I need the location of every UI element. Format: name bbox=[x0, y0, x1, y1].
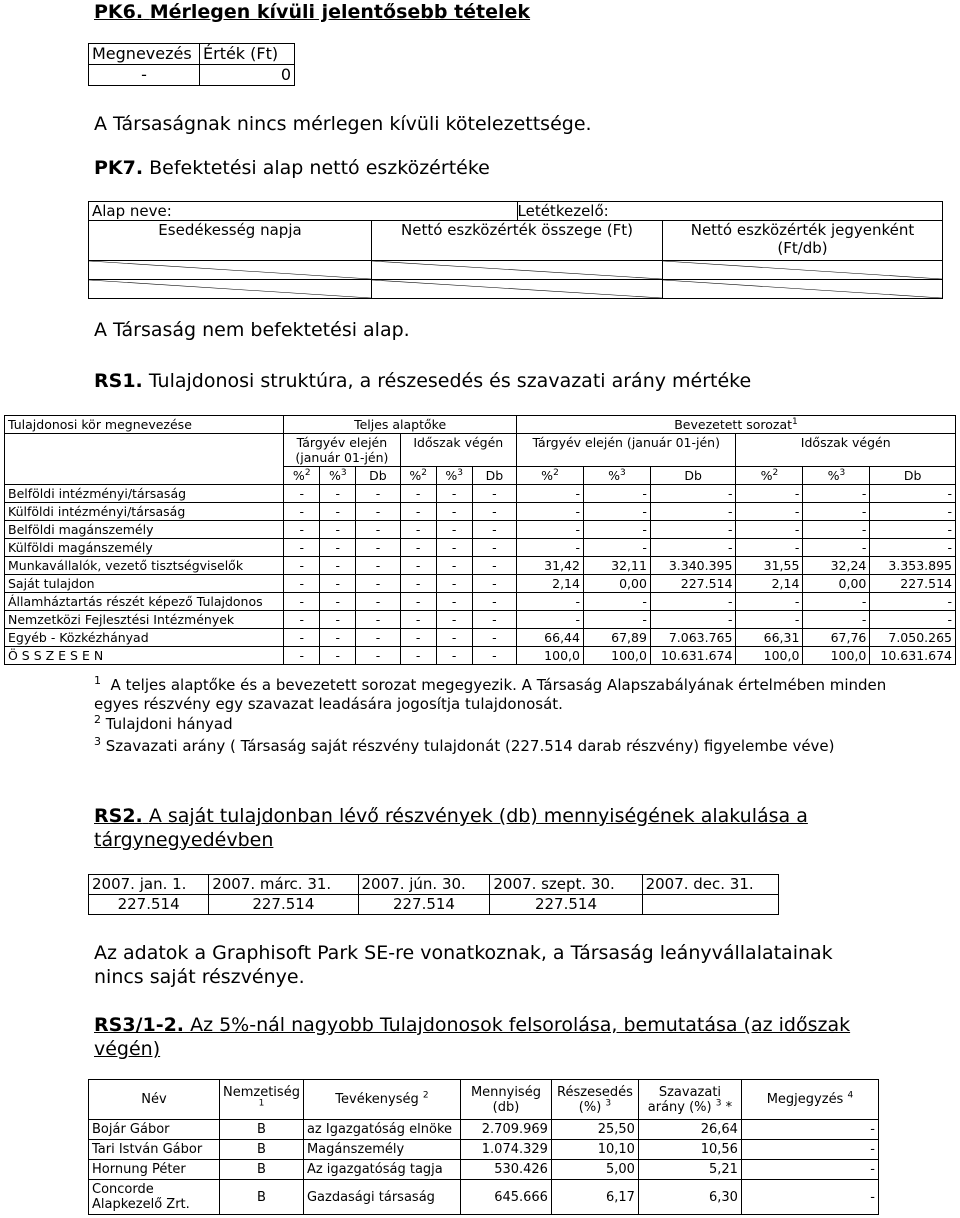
table-row bbox=[5, 503, 956, 521]
rs1-cell: - bbox=[472, 647, 516, 665]
rs1-cell: - bbox=[400, 575, 436, 593]
rs1-cell: - bbox=[436, 629, 472, 647]
rs1-subheader-pct3: %$^3$ bbox=[436, 467, 472, 485]
rs1-cell: - bbox=[284, 485, 320, 503]
rs1-header-blank bbox=[5, 434, 284, 485]
rs3-cell-nemz: B bbox=[220, 1140, 304, 1160]
rs1-heading bbox=[94, 369, 751, 393]
rs2-note: Az adatok a Graphisoft Park SE-re vonatkoznak, a Társaság leányvállalatainak nincs saját részvénye. bbox=[94, 942, 833, 988]
rs2-header-date: 2007. jan. 1. bbox=[89, 875, 209, 895]
rs1-cell: 100,0 bbox=[583, 647, 650, 665]
rs3-cell-nemz: B bbox=[220, 1180, 304, 1215]
table-row bbox=[5, 575, 956, 593]
rs1-header-teljes-idoszak: Időszak végén bbox=[400, 434, 516, 467]
rs1-cell: - bbox=[436, 647, 472, 665]
rs1-cell: 0,00 bbox=[803, 575, 870, 593]
pk7-letetkezelo: Letétkezelő: bbox=[517, 202, 943, 221]
rs1-footnotes bbox=[94, 676, 894, 756]
rs1-cell: - bbox=[400, 611, 436, 629]
rs1-subheader-db: Db bbox=[870, 467, 956, 485]
rs1-header-bevezetett: Bevezetett sorozat$^1$ bbox=[517, 416, 956, 434]
pk7-empty-cell bbox=[89, 261, 372, 280]
rs1-cell: - bbox=[870, 593, 956, 611]
rs1-cell: - bbox=[870, 521, 956, 539]
rs1-cell: - bbox=[650, 539, 736, 557]
pk7-alap-neve: Alap neve: bbox=[89, 202, 518, 221]
rs1-subheader-pct2: %$^2$ bbox=[284, 467, 320, 485]
rs1-cell: - bbox=[284, 629, 320, 647]
rs1-cell: - bbox=[870, 611, 956, 629]
rs3-cell-resz: 5,00 bbox=[551, 1160, 638, 1180]
rs3-cell-menny: 645.666 bbox=[460, 1180, 551, 1215]
table-row bbox=[5, 629, 956, 647]
rs1-cell: - bbox=[320, 539, 356, 557]
rs1-cell: 10.631.674 bbox=[650, 647, 736, 665]
rs3-cell-szav: 10,56 bbox=[638, 1140, 741, 1160]
pk7-title: Befektetési alap nettó eszközértéke bbox=[149, 157, 490, 179]
rs1-cell: 0,00 bbox=[583, 575, 650, 593]
pk6-note: A Társaságnak nincs mérlegen kívüli kötelezettsége. bbox=[94, 113, 592, 135]
rs1-cell: - bbox=[356, 521, 400, 539]
rs3-cell-megj: - bbox=[741, 1180, 878, 1215]
rs1-cell: - bbox=[436, 521, 472, 539]
rs1-cell: - bbox=[284, 575, 320, 593]
rs3-header-szavazati: Szavazati arány (%) $^3$ * bbox=[638, 1080, 741, 1120]
rs1-row-label: Saját tulajdon bbox=[5, 575, 284, 593]
rs1-cell: - bbox=[284, 521, 320, 539]
table-row bbox=[89, 1120, 879, 1140]
rs1-cell: - bbox=[400, 503, 436, 521]
rs1-cell: - bbox=[736, 503, 803, 521]
rs3-cell-resz: 6,17 bbox=[551, 1180, 638, 1215]
rs1-cell: - bbox=[436, 539, 472, 557]
rs1-cell: - bbox=[517, 593, 584, 611]
rs2-header-date: 2007. jún. 30. bbox=[358, 875, 490, 895]
rs1-cell: 32,11 bbox=[583, 557, 650, 575]
rs3-cell-szav: 6,30 bbox=[638, 1180, 741, 1215]
rs1-cell: - bbox=[650, 593, 736, 611]
rs1-subheader-db: Db bbox=[472, 467, 516, 485]
rs3-heading bbox=[94, 1013, 894, 1061]
rs2-title: A saját tulajdonban lévő részvények (db) mennyiségének alakulása a tárgynegyedévben bbox=[94, 805, 808, 851]
rs1-cell: - bbox=[517, 521, 584, 539]
rs1-cell: 3.340.395 bbox=[650, 557, 736, 575]
rs2-header-date: 2007. dec. 31. bbox=[642, 875, 778, 895]
rs1-footnote-1: $^1$ A teljes alaptőke és a bevezetett sorozat megegyezik. A Társaság Alapszabályának értelmében minden egyes részvény egy szavazat leadására jogosítja tulajdonosát. bbox=[94, 674, 887, 713]
rs1-cell: 31,55 bbox=[736, 557, 803, 575]
rs1-cell: - bbox=[803, 593, 870, 611]
rs1-cell: - bbox=[870, 539, 956, 557]
rs1-row-label: Nemzetközi Fejlesztési Intézmények bbox=[5, 611, 284, 629]
rs2-value: 227.514 bbox=[209, 895, 358, 915]
rs1-cell: - bbox=[356, 503, 400, 521]
pk6-cell-ertek: 0 bbox=[200, 65, 295, 86]
rs1-cell: - bbox=[472, 575, 516, 593]
rs1-cell: - bbox=[472, 593, 516, 611]
pk7-empty-cell bbox=[372, 261, 663, 280]
pk6-heading-text: PK6. Mérlegen kívüli jelentősebb tételek bbox=[94, 1, 531, 23]
rs1-cell: 31,42 bbox=[517, 557, 584, 575]
rs1-cell: - bbox=[472, 485, 516, 503]
rs1-cell: - bbox=[400, 593, 436, 611]
rs1-subheader-pct3: %$^3$ bbox=[320, 467, 356, 485]
pk7-note: A Társaság nem befektetési alap. bbox=[94, 319, 410, 341]
rs1-header-kor: Tulajdonosi kör megnevezése bbox=[5, 416, 284, 434]
rs3-cell-menny: 530.426 bbox=[460, 1160, 551, 1180]
rs1-cell: 67,76 bbox=[803, 629, 870, 647]
rs3-cell-tev: az Igazgatóság elnöke bbox=[303, 1120, 460, 1140]
rs1-footnote-2: $^2$ Tulajdoni hányad bbox=[94, 713, 233, 733]
rs1-cell: - bbox=[650, 503, 736, 521]
rs3-cell-szav: 26,64 bbox=[638, 1120, 741, 1140]
rs3-cell-megj: - bbox=[741, 1160, 878, 1180]
rs3-cell-nemz: B bbox=[220, 1160, 304, 1180]
rs1-cell: - bbox=[284, 593, 320, 611]
rs1-subheader-pct3: %$^3$ bbox=[803, 467, 870, 485]
rs1-table bbox=[4, 415, 956, 665]
rs2-value: 227.514 bbox=[89, 895, 209, 915]
table-row bbox=[5, 539, 956, 557]
rs1-cell: - bbox=[320, 575, 356, 593]
rs1-cell: - bbox=[356, 647, 400, 665]
rs1-row-label: Külföldi intézményi/társaság bbox=[5, 503, 284, 521]
rs1-cell: - bbox=[320, 629, 356, 647]
table-row bbox=[5, 593, 956, 611]
rs1-cell: - bbox=[736, 539, 803, 557]
rs1-cell: - bbox=[436, 485, 472, 503]
rs1-cell: - bbox=[583, 485, 650, 503]
table-row bbox=[89, 1180, 879, 1215]
rs1-row-label: Belföldi intézményi/társaság bbox=[5, 485, 284, 503]
table-row bbox=[89, 1160, 879, 1180]
rs1-cell: - bbox=[436, 611, 472, 629]
rs3-cell-nev: Tari István Gábor bbox=[89, 1140, 220, 1160]
rs1-cell: - bbox=[583, 539, 650, 557]
rs1-cell: - bbox=[472, 503, 516, 521]
rs1-cell: - bbox=[284, 539, 320, 557]
rs3-table bbox=[88, 1079, 879, 1215]
rs1-cell: 32,24 bbox=[803, 557, 870, 575]
pk7-header-esedekesseg: Esedékesség napja bbox=[89, 221, 372, 261]
rs1-cell: 66,44 bbox=[517, 629, 584, 647]
rs1-cell: - bbox=[320, 611, 356, 629]
pk7-header-jegyenkent: Nettó eszközérték jegyenként (Ft/db) bbox=[663, 221, 943, 261]
rs3-header-nev: Név bbox=[89, 1080, 220, 1120]
rs1-cell: - bbox=[436, 557, 472, 575]
rs1-cell: 66,31 bbox=[736, 629, 803, 647]
rs1-cell: - bbox=[870, 503, 956, 521]
rs3-cell-nemz: B bbox=[220, 1120, 304, 1140]
rs1-cell: - bbox=[356, 593, 400, 611]
rs3-code: RS3/1-2. bbox=[94, 1014, 185, 1036]
pk6-table bbox=[88, 43, 295, 86]
pk7-empty-cell bbox=[663, 261, 943, 280]
rs1-cell: - bbox=[356, 611, 400, 629]
rs1-row-label: Belföldi magánszemély bbox=[5, 521, 284, 539]
rs3-cell-resz: 10,10 bbox=[551, 1140, 638, 1160]
rs1-cell: - bbox=[436, 575, 472, 593]
rs1-cell: - bbox=[320, 485, 356, 503]
table-row bbox=[5, 647, 956, 665]
rs1-cell: - bbox=[583, 611, 650, 629]
rs3-header-mennyiseg: Mennyiség (db) bbox=[460, 1080, 551, 1120]
rs1-row-label: Államháztartás részét képező Tulajdonos bbox=[5, 593, 284, 611]
rs1-cell: - bbox=[356, 485, 400, 503]
rs1-header-teljes-targyev: Tárgyév elején (január 01-jén) bbox=[284, 434, 400, 467]
rs1-footnote-3: $^3$ Szavazati arány ( Társaság saját részvény tulajdonát (227.514 darab részvény) figyelembe véve) bbox=[94, 735, 835, 755]
rs1-cell: 227.514 bbox=[650, 575, 736, 593]
rs1-cell: - bbox=[320, 557, 356, 575]
rs1-row-label: Egyéb - Közkézhányad bbox=[5, 629, 284, 647]
rs1-cell: - bbox=[650, 521, 736, 539]
pk7-code: PK7. bbox=[94, 157, 144, 179]
rs2-value: 227.514 bbox=[490, 895, 642, 915]
rs1-cell: - bbox=[517, 611, 584, 629]
rs1-cell: - bbox=[650, 611, 736, 629]
rs1-cell: 2,14 bbox=[517, 575, 584, 593]
pk7-empty-cell bbox=[663, 280, 943, 299]
rs1-cell: - bbox=[472, 521, 516, 539]
rs2-code: RS2. bbox=[94, 805, 143, 827]
rs3-title: Az 5%-nál nagyobb Tulajdonosok felsorolása, bemutatása (az időszak végén) bbox=[94, 1014, 851, 1060]
rs1-subheader-db: Db bbox=[356, 467, 400, 485]
rs1-cell: - bbox=[356, 575, 400, 593]
rs1-cell: - bbox=[583, 503, 650, 521]
rs3-cell-resz: 25,50 bbox=[551, 1120, 638, 1140]
pk7-heading bbox=[94, 156, 490, 180]
rs1-cell: - bbox=[284, 647, 320, 665]
rs1-cell: 227.514 bbox=[870, 575, 956, 593]
rs1-header-teljes: Teljes alaptőke bbox=[284, 416, 517, 434]
rs1-cell: - bbox=[803, 539, 870, 557]
rs1-cell: 10.631.674 bbox=[870, 647, 956, 665]
rs3-header-reszesedes: Részesedés (%) $^3$ bbox=[551, 1080, 638, 1120]
rs1-cell: - bbox=[517, 485, 584, 503]
rs1-cell: - bbox=[870, 485, 956, 503]
rs3-header-nemzetiseg: Nemzetiség $^1$ bbox=[220, 1080, 304, 1120]
rs1-cell: - bbox=[400, 521, 436, 539]
pk7-empty-cell bbox=[372, 280, 663, 299]
rs1-cell: - bbox=[400, 629, 436, 647]
rs2-value bbox=[642, 895, 778, 915]
rs1-cell: - bbox=[517, 539, 584, 557]
rs3-cell-menny: 2.709.969 bbox=[460, 1120, 551, 1140]
rs1-cell: - bbox=[517, 503, 584, 521]
rs2-table bbox=[88, 874, 779, 915]
rs1-cell: 100,0 bbox=[736, 647, 803, 665]
pk7-table bbox=[88, 201, 943, 299]
rs1-cell: - bbox=[736, 521, 803, 539]
rs1-header-bev-idoszak: Időszak végén bbox=[736, 434, 956, 467]
rs1-subheader-pct2: %$^2$ bbox=[517, 467, 584, 485]
rs1-subheader-pct3: %$^3$ bbox=[583, 467, 650, 485]
rs1-cell: - bbox=[320, 593, 356, 611]
pk6-cell-megnevezes: - bbox=[89, 65, 200, 86]
rs3-cell-megj: - bbox=[741, 1140, 878, 1160]
rs2-heading bbox=[94, 804, 854, 852]
rs1-cell: 100,0 bbox=[803, 647, 870, 665]
rs1-cell: 100,0 bbox=[517, 647, 584, 665]
rs1-cell: - bbox=[356, 557, 400, 575]
pk7-header-osszeg: Nettó eszközérték összege (Ft) bbox=[372, 221, 663, 261]
rs1-header-bev-targyev: Tárgyév elején (január 01-jén) bbox=[517, 434, 736, 467]
rs1-subheader-pct2: %$^2$ bbox=[736, 467, 803, 485]
rs1-cell: - bbox=[320, 521, 356, 539]
rs1-cell: 67,89 bbox=[583, 629, 650, 647]
rs1-row-label: Munkavállalók, vezető tisztségviselők bbox=[5, 557, 284, 575]
rs1-cell: - bbox=[803, 611, 870, 629]
rs1-cell: - bbox=[650, 485, 736, 503]
rs1-cell: - bbox=[400, 539, 436, 557]
rs1-cell: - bbox=[400, 557, 436, 575]
rs1-cell: - bbox=[284, 557, 320, 575]
rs1-code: RS1. bbox=[94, 370, 143, 392]
rs1-cell: - bbox=[803, 485, 870, 503]
table-row bbox=[5, 521, 956, 539]
rs1-cell: 2,14 bbox=[736, 575, 803, 593]
rs1-cell: - bbox=[284, 503, 320, 521]
pk6-heading bbox=[94, 0, 530, 24]
rs1-cell: - bbox=[803, 521, 870, 539]
rs1-cell: - bbox=[320, 503, 356, 521]
rs3-cell-menny: 1.074.329 bbox=[460, 1140, 551, 1160]
rs3-cell-szav: 5,21 bbox=[638, 1160, 741, 1180]
rs1-cell: - bbox=[736, 611, 803, 629]
pk7-empty-cell bbox=[89, 280, 372, 299]
rs1-title: Tulajdonosi struktúra, a részesedés és szavazati arány mértéke bbox=[148, 370, 752, 392]
rs1-cell: - bbox=[736, 593, 803, 611]
rs3-cell-nev: Bojár Gábor bbox=[89, 1120, 220, 1140]
rs1-cell: 3.353.895 bbox=[870, 557, 956, 575]
pk6-header-ertek: Érték (Ft) bbox=[200, 44, 295, 65]
rs1-cell: - bbox=[583, 593, 650, 611]
table-row bbox=[5, 611, 956, 629]
rs1-cell: - bbox=[472, 611, 516, 629]
table-row bbox=[89, 1140, 879, 1160]
rs1-cell: - bbox=[356, 539, 400, 557]
rs1-cell: - bbox=[436, 593, 472, 611]
table-row bbox=[5, 485, 956, 503]
rs1-cell: - bbox=[400, 647, 436, 665]
rs1-cell: 7.050.265 bbox=[870, 629, 956, 647]
rs3-cell-nev: Concorde Alapkezelő Zrt. bbox=[89, 1180, 220, 1215]
rs3-cell-tev: Gazdasági társaság bbox=[303, 1180, 460, 1215]
rs1-cell: - bbox=[284, 611, 320, 629]
rs3-cell-tev: Az igazgatóság tagja bbox=[303, 1160, 460, 1180]
rs2-value: 227.514 bbox=[358, 895, 490, 915]
rs1-cell: - bbox=[803, 503, 870, 521]
rs3-cell-megj: - bbox=[741, 1120, 878, 1140]
rs1-cell: 7.063.765 bbox=[650, 629, 736, 647]
rs1-subheader-pct2: %$^2$ bbox=[400, 467, 436, 485]
rs1-cell: - bbox=[436, 503, 472, 521]
rs3-cell-tev: Magánszemély bbox=[303, 1140, 460, 1160]
rs1-cell: - bbox=[400, 485, 436, 503]
rs1-cell: - bbox=[472, 557, 516, 575]
rs3-header-megjegyzes: Megjegyzés $^4$ bbox=[741, 1080, 878, 1120]
rs2-header-date: 2007. márc. 31. bbox=[209, 875, 358, 895]
rs1-row-label: Külföldi magánszemély bbox=[5, 539, 284, 557]
table-row bbox=[5, 557, 956, 575]
rs1-cell: - bbox=[472, 539, 516, 557]
rs3-header-tevekenyseg: Tevékenység $^2$ bbox=[303, 1080, 460, 1120]
rs1-subheader-db: Db bbox=[650, 467, 736, 485]
rs1-cell: - bbox=[583, 521, 650, 539]
rs1-cell: - bbox=[736, 485, 803, 503]
rs1-cell: - bbox=[320, 647, 356, 665]
rs1-row-label: Ö S S Z E S E N bbox=[5, 647, 284, 665]
pk6-header-megnevezes: Megnevezés bbox=[89, 44, 200, 65]
rs1-cell: - bbox=[356, 629, 400, 647]
rs3-cell-nev: Hornung Péter bbox=[89, 1160, 220, 1180]
rs2-header-date: 2007. szept. 30. bbox=[490, 875, 642, 895]
rs1-cell: - bbox=[472, 629, 516, 647]
